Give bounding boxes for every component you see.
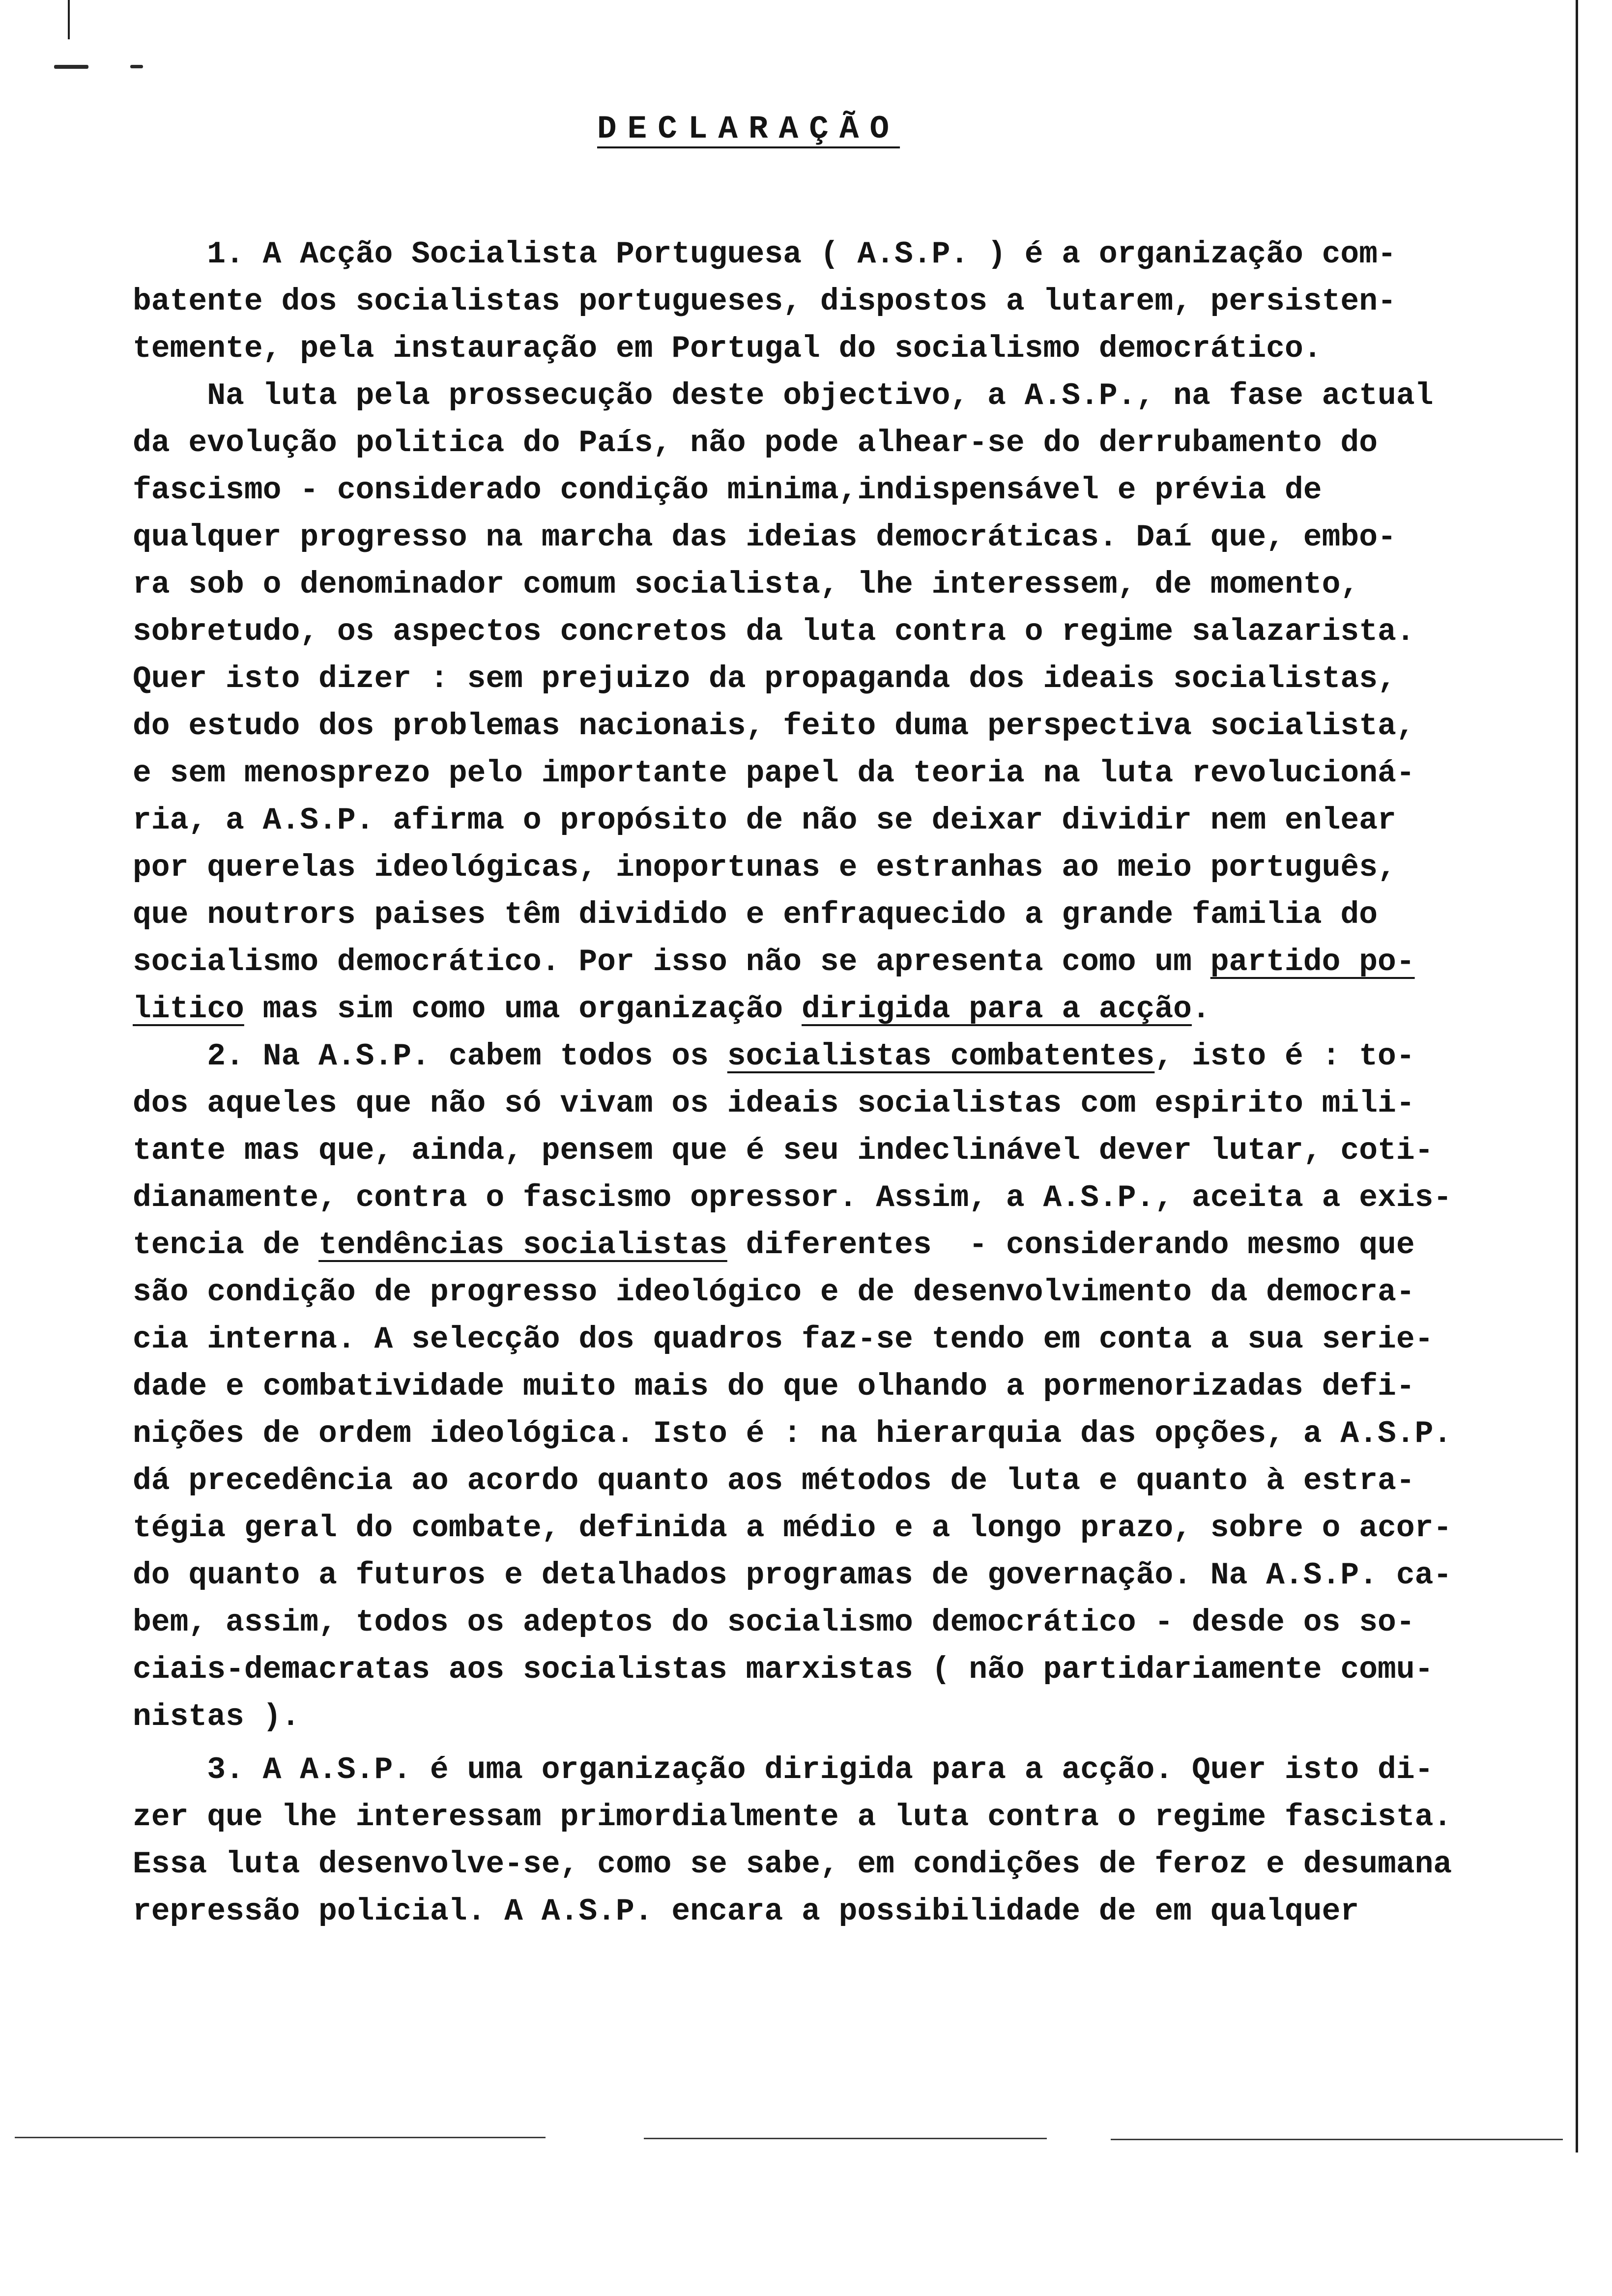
text-line: tégia geral do combate, definida a médio e a longo prazo, sobre o acor-: [133, 1511, 1452, 1546]
text-line: da evolução politica do País, não pode alhear-se do derrubamento do: [133, 426, 1378, 460]
text-line: ria, a A.S.P. afirma o propósito de não se deixar dividir nem enlear: [133, 803, 1396, 838]
text-line: temente, pela instauração em Portugal do socialismo democrático.: [133, 331, 1322, 366]
underlined-phrase: socialistas combatentes: [727, 1039, 1155, 1074]
text-line: 1. A Acção Socialista Portuguesa ( A.S.P. ) é a organização com-: [133, 237, 1396, 272]
text-line: qualquer progresso na marcha das ideias democráticas. Daí que, embo-: [133, 520, 1396, 555]
text-fragment: socialismo democrático. Por isso não se apresenta como um: [133, 945, 1210, 979]
text-line: do quanto a futuros e detalhados programas de governação. Na A.S.P. ca-: [133, 1558, 1452, 1593]
right-margin-rule: [1576, 0, 1578, 2152]
text-line: [133, 939, 1568, 986]
text-line: fascismo - considerado condição minima,indispensável e prévia de: [133, 473, 1322, 508]
left-margin-rule: [68, 0, 70, 39]
text-line: nições de ordem ideológica. Isto é : na hierarquia das opções, a A.S.P.: [133, 1416, 1452, 1451]
text-line: dos aqueles que não só vivam os ideais socialistas com espirito mili-: [133, 1086, 1415, 1121]
bottom-margin-rule: [1111, 2139, 1563, 2140]
scan-speck: [54, 65, 88, 69]
document-body: [133, 231, 1568, 1935]
text-line: que noutrors paises têm dividido e enfraquecido a grande familia do: [133, 897, 1378, 932]
text-line: zer que lhe interessam primordialmente a luta contra o regime fascista.: [133, 1800, 1452, 1835]
text-line: do estudo dos problemas nacionais, feito duma perspectiva socialista,: [133, 709, 1415, 744]
text-fragment: 2. Na A.S.P. cabem todos os: [133, 1039, 727, 1074]
text-line: cia interna. A selecção dos quadros faz-se tendo em conta a sua serie-: [133, 1322, 1434, 1357]
text-line: e sem menosprezo pelo importante papel da teoria na luta revolucioná-: [133, 756, 1415, 791]
text-fragment: diferentes - considerando mesmo que: [727, 1228, 1415, 1263]
text-line: dá precedência ao acordo quanto aos métodos de luta e quanto à estra-: [133, 1464, 1415, 1498]
text-line: batente dos socialistas portugueses, dispostos a lutarem, persisten-: [133, 284, 1396, 319]
underlined-phrase: litico: [133, 992, 244, 1027]
text-line: Quer isto dizer : sem prejuizo da propaganda dos ideais socialistas,: [133, 661, 1396, 696]
text-line: são condição de progresso ideológico e de desenvolvimento da democra-: [133, 1275, 1415, 1310]
text-line: Essa luta desenvolve-se, como se sabe, em condições de feroz e desumana: [133, 1847, 1452, 1882]
text-fragment: .: [1191, 992, 1210, 1027]
text-line: [133, 1222, 1568, 1269]
text-line: sobretudo, os aspectos concretos da luta contra o regime salazarista.: [133, 614, 1415, 649]
underlined-phrase: partido po-: [1210, 945, 1415, 979]
text-fragment: , isto é : to-: [1154, 1039, 1415, 1074]
text-fragment: tencia de: [133, 1228, 319, 1263]
text-line: ciais-demacratas aos socialistas marxistas ( não partidariamente comu-: [133, 1652, 1434, 1687]
text-line: por querelas ideológicas, inoportunas e estranhas ao meio português,: [133, 850, 1396, 885]
text-line: bem, assim, todos os adeptos do socialismo democrático - desde os so-: [133, 1605, 1415, 1640]
text-line: nistas ).: [133, 1699, 300, 1734]
text-line: repressão policial. A A.S.P. encara a possibilidade de em qualquer: [133, 1894, 1359, 1929]
text-line: [133, 986, 1568, 1033]
document-title: DECLARAÇÃO: [597, 111, 900, 147]
scan-speck: [130, 65, 143, 68]
text-line: ra sob o denominador comum socialista, lhe interessem, de momento,: [133, 567, 1359, 602]
underlined-phrase: tendências socialistas: [318, 1228, 727, 1263]
text-line: [133, 1033, 1568, 1080]
text-line: dade e combatividade muito mais do que olhando a pormenorizadas defi-: [133, 1369, 1415, 1404]
underlined-phrase: dirigida para a acção: [802, 992, 1192, 1027]
text-line: Na luta pela prossecução deste objectivo, a A.S.P., na fase actual: [133, 378, 1434, 413]
bottom-margin-rule: [15, 2137, 546, 2138]
text-line: tante mas que, ainda, pensem que é seu indeclinável dever lutar, coti-: [133, 1133, 1434, 1168]
text-line: dianamente, contra o fascismo opressor. Assim, a A.S.P., aceita a exis-: [133, 1180, 1452, 1215]
text-line: 3. A A.S.P. é uma organização dirigida para a acção. Quer isto di-: [133, 1752, 1434, 1787]
bottom-margin-rule: [644, 2138, 1047, 2139]
text-fragment: mas sim como uma organização: [244, 992, 802, 1027]
